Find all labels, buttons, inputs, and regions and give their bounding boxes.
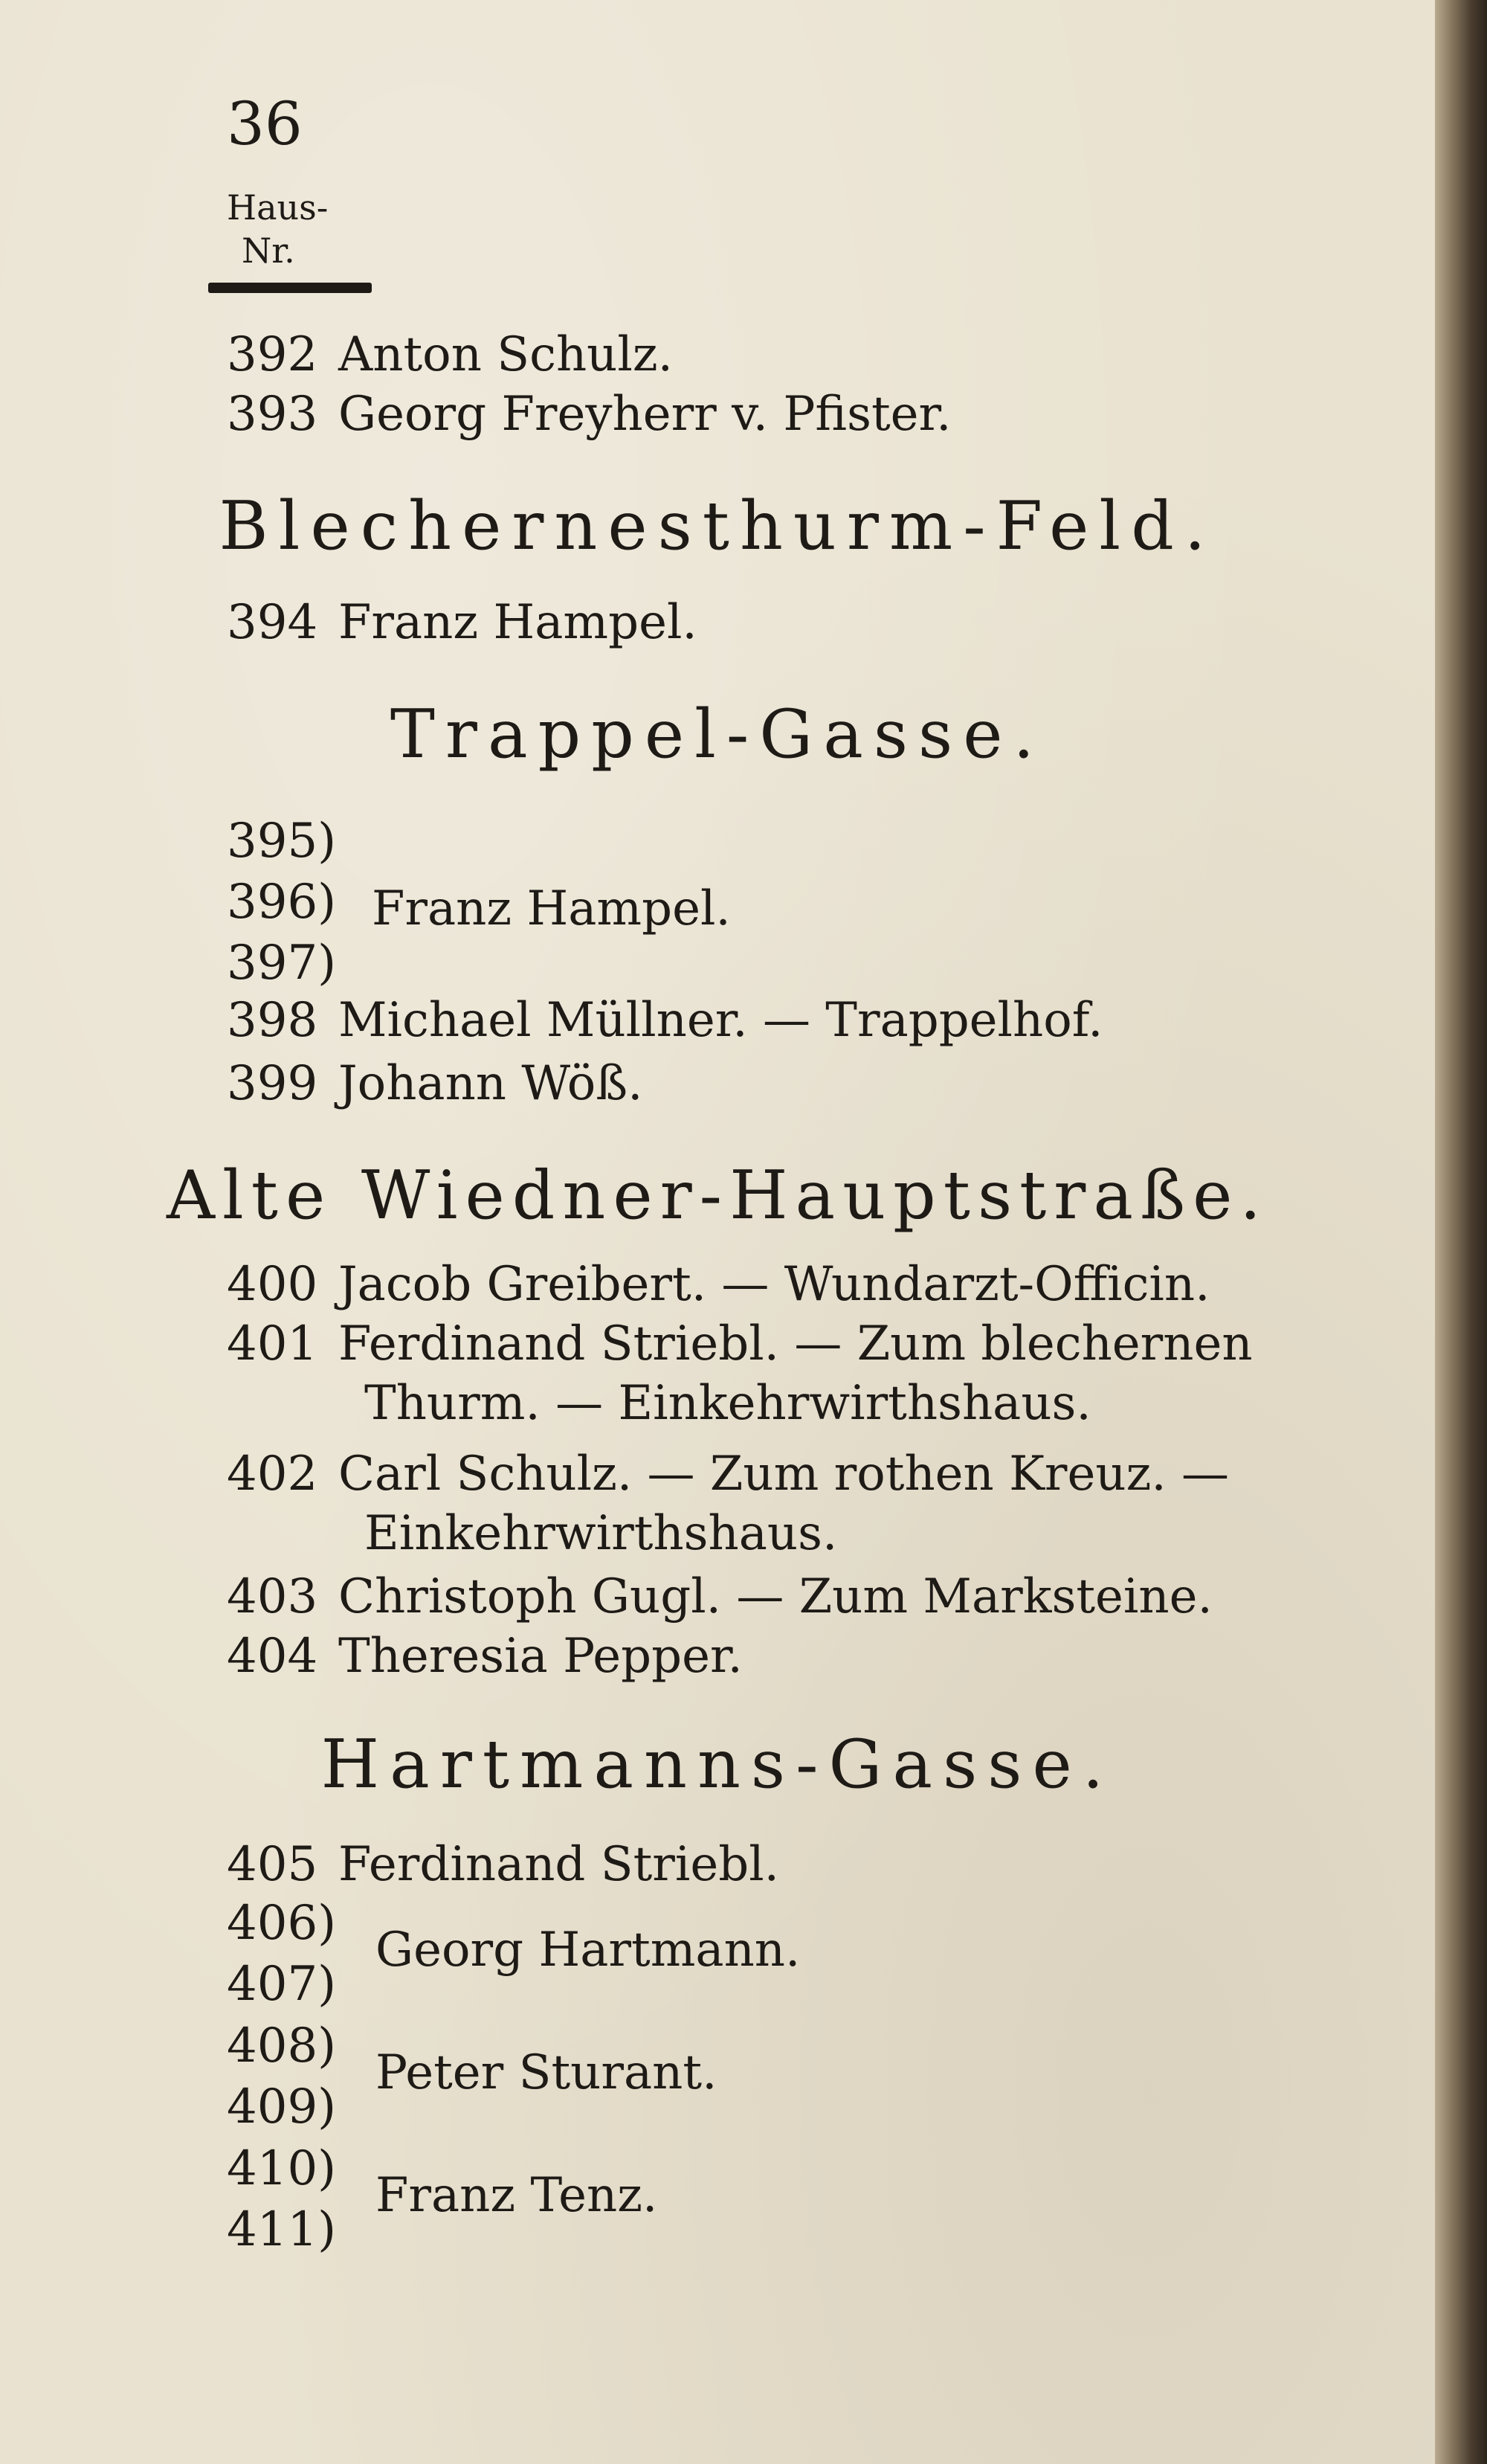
entry-text: Georg Freyherr v. Pfister. bbox=[338, 387, 952, 442]
house-number-group-406-407 bbox=[227, 1893, 336, 2015]
entry-400 bbox=[227, 1257, 1210, 1312]
house-number: 392 bbox=[227, 327, 318, 382]
entry-text: Jacob Greibert. — Wundarzt-Officin. bbox=[338, 1257, 1210, 1312]
house-number: 403 bbox=[227, 1569, 318, 1624]
entry-394 bbox=[227, 595, 697, 650]
entry-403 bbox=[227, 1569, 1213, 1624]
house-number: 402 bbox=[227, 1447, 318, 1502]
house-number: 407) bbox=[227, 1957, 337, 2012]
entry-401 bbox=[227, 1316, 1253, 1371]
house-number: 400 bbox=[227, 1257, 318, 1312]
entry-text: Christoph Gugl. — Zum Marksteine. bbox=[338, 1569, 1213, 1624]
house-number-group-408-409 bbox=[227, 2016, 336, 2137]
group-name-410-411: Franz Tenz. bbox=[375, 2168, 658, 2223]
entry-399 bbox=[227, 1056, 642, 1111]
entry-text: Carl Schulz. — Zum rothen Kreuz. — bbox=[338, 1447, 1229, 1502]
entry-text: Anton Schulz. bbox=[338, 327, 673, 382]
house-number: 394 bbox=[227, 595, 318, 650]
house-number: 395) bbox=[227, 814, 337, 869]
group-name-408-409: Peter Sturant. bbox=[375, 2045, 717, 2100]
house-number: 406) bbox=[227, 1896, 337, 1951]
entry-401-continuation: Thurm. — Einkehrwirthshaus. bbox=[364, 1376, 1091, 1431]
group-name-395-397: Franz Hampel. bbox=[372, 881, 731, 936]
column-rule bbox=[208, 283, 372, 293]
group-name-406-407: Georg Hartmann. bbox=[375, 1923, 801, 1978]
house-number: 398 bbox=[227, 993, 318, 1048]
house-number: 404 bbox=[227, 1629, 318, 1684]
entry-text: Johann Wöß. bbox=[338, 1056, 643, 1111]
column-label-line-1: Haus- bbox=[227, 187, 329, 228]
house-number: 393 bbox=[227, 387, 318, 442]
column-label-line-2: Nr. bbox=[242, 231, 295, 271]
house-number: 409) bbox=[227, 2079, 337, 2135]
house-number: 405 bbox=[227, 1837, 318, 1892]
house-number-group-395-397 bbox=[227, 811, 336, 994]
house-number: 399 bbox=[227, 1056, 318, 1111]
entry-text: Franz Hampel. bbox=[338, 595, 697, 650]
entry-402-continuation: Einkehrwirthshaus. bbox=[364, 1506, 838, 1561]
house-number: 397) bbox=[227, 936, 337, 991]
entry-text: Ferdinand Striebl. — Zum blechernen bbox=[338, 1316, 1253, 1371]
page-number: 36 bbox=[227, 89, 303, 158]
house-number: 410) bbox=[227, 2141, 337, 2196]
entry-text: Michael Müllner. — Trappelhof. bbox=[338, 993, 1103, 1048]
book-gutter bbox=[1435, 0, 1487, 2464]
entry-393 bbox=[227, 387, 951, 442]
entry-404 bbox=[227, 1629, 743, 1684]
street-heading-alte-wiedner-hauptstrasse: Alte Wiedner-Hauptstraße. bbox=[167, 1157, 1268, 1235]
house-number-group-410-411 bbox=[227, 2138, 336, 2260]
house-number: 396) bbox=[227, 875, 337, 930]
house-number: 401 bbox=[227, 1316, 318, 1371]
house-number: 408) bbox=[227, 2019, 337, 2074]
entry-405 bbox=[227, 1837, 779, 1892]
entry-text: Theresia Pepper. bbox=[338, 1629, 743, 1684]
entry-text: Ferdinand Striebl. bbox=[338, 1837, 779, 1892]
street-heading-blechernesthurm-feld: Blechernesthurm-Feld. bbox=[219, 487, 1216, 565]
entry-392 bbox=[227, 327, 673, 382]
entry-402 bbox=[227, 1447, 1229, 1502]
house-number: 411) bbox=[227, 2202, 337, 2257]
entry-398 bbox=[227, 993, 1103, 1048]
column-label bbox=[227, 186, 328, 272]
street-heading-trappel-gasse: Trappel-Gasse. bbox=[390, 695, 1045, 773]
street-heading-hartmanns-gasse: Hartmanns-Gasse. bbox=[320, 1725, 1115, 1804]
